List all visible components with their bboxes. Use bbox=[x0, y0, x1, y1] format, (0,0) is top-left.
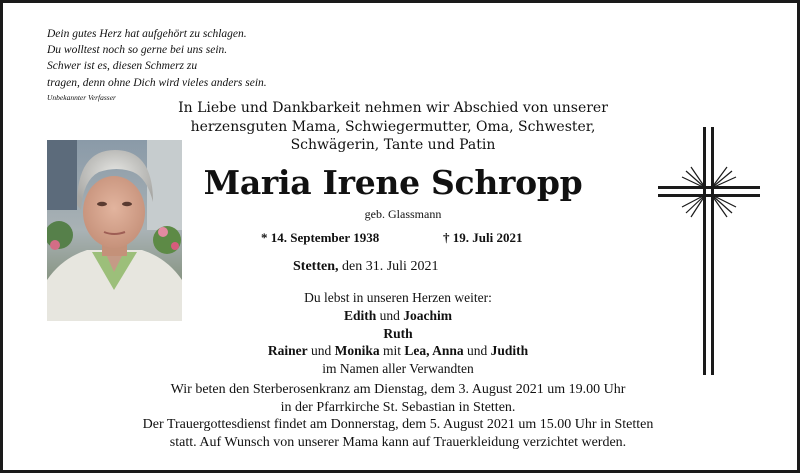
poem-line: tragen, denn ohne Dich wird vieles anders sein. bbox=[47, 76, 267, 89]
birth-date: * 14. September 1938 bbox=[261, 230, 380, 245]
mourner-name: Ruth bbox=[383, 325, 413, 341]
service-info bbox=[23, 381, 773, 451]
mourners-closing: im Namen aller Verwandten bbox=[322, 361, 474, 377]
mourners-intro: Du lebst in unseren Herzen weiter: bbox=[304, 290, 492, 305]
mourner-name: Judith bbox=[490, 343, 529, 359]
mourner-name: Lea, bbox=[404, 343, 430, 359]
intro-line: Schwägerin, Tante und Patin bbox=[290, 137, 496, 154]
service-line: statt. Auf Wunsch von unserer Mama kann auf Trauerkleidung verzichtet werden. bbox=[169, 434, 627, 450]
service-line: Der Trauergottesdienst findet am Donnerstag, dem 5. August 2021 um 15.00 Uhr in Stetten bbox=[142, 417, 654, 432]
mourner-name: Monika bbox=[334, 343, 380, 359]
intro-line: herzensguten Mama, Schwiegermutter, Oma, Schwester, bbox=[190, 118, 596, 135]
mourner-name: Edith bbox=[343, 307, 377, 323]
mourners bbox=[203, 289, 593, 378]
poem-line: Schwer ist es, diesen Schmerz zu bbox=[47, 60, 198, 73]
deceased-name: Maria Irene Schropp bbox=[203, 163, 583, 202]
mourner-line bbox=[203, 325, 593, 343]
portrait-photo bbox=[47, 140, 182, 321]
poem-line: Du wolltest noch so gerne bei uns sein. bbox=[47, 44, 228, 57]
portrait-photo-image bbox=[47, 140, 182, 321]
poem bbox=[47, 26, 267, 104]
mourner-line bbox=[203, 307, 593, 325]
mourner-line bbox=[203, 342, 593, 360]
connector: und bbox=[307, 343, 335, 359]
cross-icon bbox=[658, 127, 760, 375]
poem-author: Unbekannter Verfasser bbox=[47, 92, 116, 102]
mourner-name: Anna bbox=[429, 343, 464, 359]
connector: mit bbox=[379, 343, 405, 359]
death-date: † 19. Juli 2021 bbox=[443, 230, 523, 245]
connector: und bbox=[463, 343, 491, 359]
place-date bbox=[293, 258, 438, 276]
date: den 31. Juli 2021 bbox=[338, 259, 439, 274]
birth-name: geb. Glassmann bbox=[364, 207, 442, 221]
intro-line: In Liebe und Dankbarkeit nehmen wir Abschied von unserer bbox=[178, 100, 608, 116]
poem-line: Dein gutes Herz hat aufgehört zu schlagen. bbox=[47, 28, 247, 40]
cross-icon-graphic bbox=[658, 127, 760, 375]
service-line: Wir beten den Sterberosenkranz am Dienstag, dem 3. August 2021 um 19.00 Uhr bbox=[170, 382, 626, 397]
mourner-name: Joachim bbox=[403, 307, 453, 323]
connector: und bbox=[376, 307, 404, 323]
intro-text bbox=[143, 99, 643, 155]
place: Stetten, bbox=[293, 259, 339, 274]
service-line: in der Pfarrkirche St. Sebastian in Stetten. bbox=[280, 399, 516, 415]
mourner-name: Rainer bbox=[267, 343, 308, 359]
